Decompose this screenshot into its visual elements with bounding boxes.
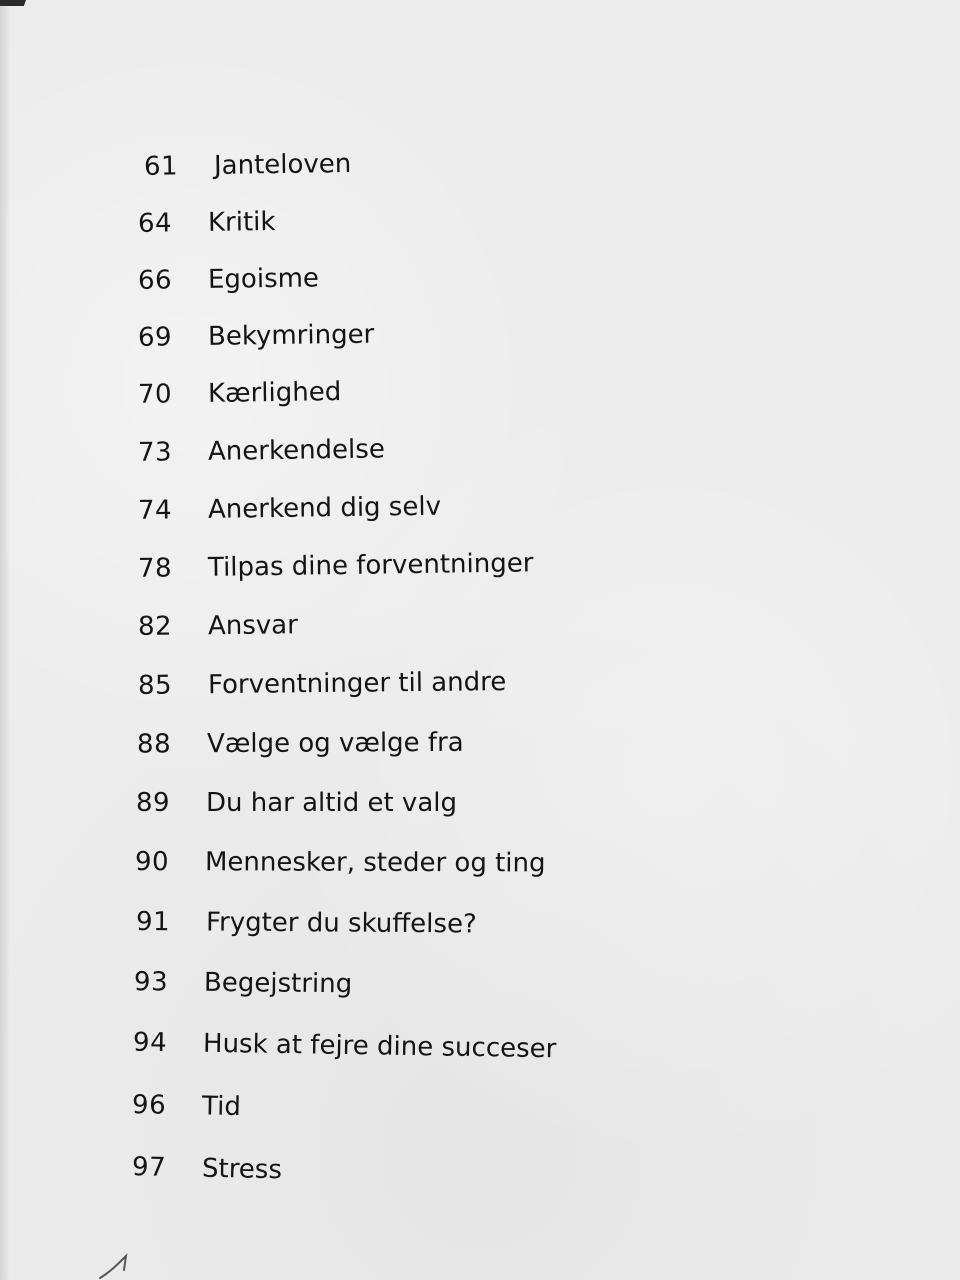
toc-entry <box>138 425 699 473</box>
toc-page-number: 93 <box>133 967 169 998</box>
toc-title: Du har altid et valg <box>206 788 457 818</box>
toc-page-number: 91 <box>135 907 171 938</box>
toc-entry <box>132 1085 693 1135</box>
toc-entry <box>136 783 696 823</box>
toc-title: Stress <box>201 1153 283 1186</box>
toc-title: Egoisme <box>207 263 320 295</box>
toc-page-number: 78 <box>137 553 173 584</box>
toc-page-number: 69 <box>137 322 173 353</box>
toc-entry <box>144 139 705 187</box>
toc-title: Bekymringer <box>207 319 375 352</box>
toc-title: Husk at fejre dine succeser <box>202 1028 557 1065</box>
toc-page-number: 70 <box>137 379 173 410</box>
toc-entry <box>138 601 698 647</box>
toc-page-number: 64 <box>137 208 173 239</box>
toc-title: Mennesker, steder og ting <box>204 847 546 879</box>
pencil-mark <box>96 1250 136 1280</box>
toc-page-number: 66 <box>137 265 173 296</box>
toc-page-number: 90 <box>134 847 170 878</box>
toc-title: Kritik <box>207 206 276 238</box>
toc-page-number: 85 <box>137 670 173 701</box>
toc-entry <box>138 541 699 589</box>
toc-page-number: 73 <box>137 437 173 468</box>
toc-title: Forventninger til andre <box>207 667 507 701</box>
toc-title: Vælge og vælge fra <box>206 727 464 760</box>
toc-entry <box>136 902 696 946</box>
toc-entry <box>138 253 699 301</box>
toc-title: Tid <box>201 1091 242 1123</box>
toc-page-number: 88 <box>136 729 172 760</box>
toc-entry <box>132 1147 693 1199</box>
toc-entry <box>138 310 699 358</box>
toc-title: Tilpas dine forventninger <box>207 548 534 583</box>
toc-entry <box>138 367 699 415</box>
toc-title: Frygter du skuffelse? <box>205 907 477 940</box>
toc-entry <box>134 962 694 1008</box>
toc-title: Begejstring <box>203 967 353 1000</box>
toc-entry <box>135 842 695 884</box>
toc-page-number: 74 <box>137 495 173 526</box>
toc-page-number: 89 <box>136 788 171 818</box>
toc-title: Anerkend dig selv <box>207 491 442 525</box>
toc-title: Janteloven <box>213 149 352 181</box>
toc-entry <box>138 483 699 531</box>
toc-page-number: 61 <box>143 151 179 182</box>
toc-entry <box>138 660 698 706</box>
toc-page-number: 94 <box>132 1027 168 1059</box>
toc-title: Anerkendelse <box>207 434 386 467</box>
toc-entry <box>137 722 697 765</box>
toc-entry <box>133 1023 694 1072</box>
toc-page-number: 97 <box>131 1152 167 1183</box>
toc-page-number: 96 <box>131 1090 167 1121</box>
toc-page-number: 82 <box>137 611 173 642</box>
toc-title: Ansvar <box>207 610 298 642</box>
toc-title: Kærlighed <box>207 377 342 409</box>
toc-entry <box>138 196 699 244</box>
